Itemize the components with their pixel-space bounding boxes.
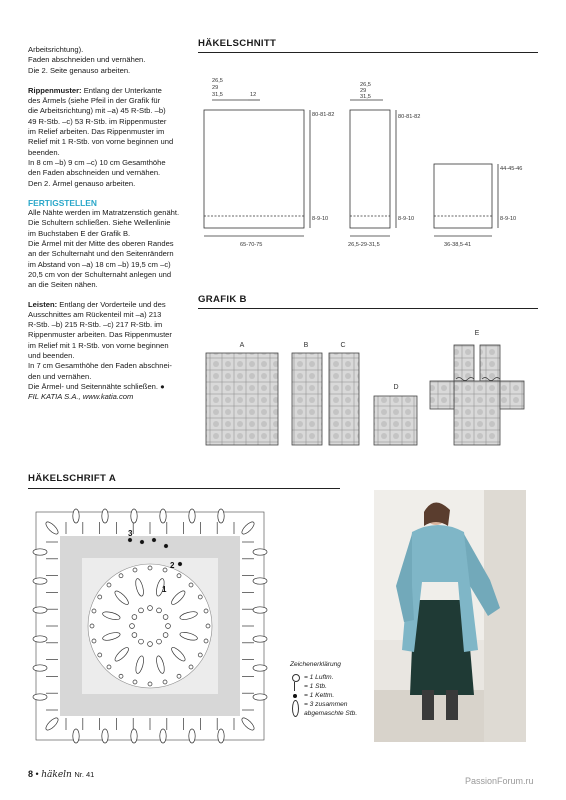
chain-stitch-symbol xyxy=(189,583,193,587)
piece-c xyxy=(329,353,359,445)
front-top-2: 29 xyxy=(360,88,367,94)
chain-stitch-symbol xyxy=(107,665,111,669)
piece-b xyxy=(292,353,322,445)
chain-stitch-symbol xyxy=(198,595,202,599)
cluster-stitch-symbol xyxy=(253,636,267,642)
chain-stitch-symbol xyxy=(92,639,96,643)
cluster-stitch-symbol xyxy=(160,509,166,523)
crochet-chart-a xyxy=(30,506,270,746)
sleeve-piece xyxy=(434,164,492,228)
leisten-label: Leisten: xyxy=(28,299,58,309)
watermark: PassionForum.ru xyxy=(465,776,534,786)
slip-stitch-symbol xyxy=(128,538,132,542)
cluster-stitch-symbol xyxy=(102,509,108,523)
chain-stitch-symbol xyxy=(163,633,168,638)
label-c: C xyxy=(340,342,346,349)
chain-stitch-symbol xyxy=(189,665,193,669)
back-top-1: 26,5 xyxy=(212,78,223,84)
slip-stitch-symbol xyxy=(164,544,168,548)
back-piece xyxy=(204,110,304,228)
slip-stitch-symbol xyxy=(140,540,144,544)
back-rib-height: 8-9-10 xyxy=(312,216,329,222)
cluster-stitch-symbol xyxy=(73,729,79,743)
chain-stitch-symbol xyxy=(148,642,153,647)
piece-e xyxy=(430,345,524,445)
haekelschnitt-diagram xyxy=(198,60,543,260)
chain-stitch-symbol xyxy=(157,608,162,613)
cluster-stitch-symbol xyxy=(189,729,195,743)
rule-haekelschnitt xyxy=(198,52,538,53)
legend-cluster: = 3 zusammen abgemaschte Stb. xyxy=(290,700,380,718)
rule-haekelschrift-a xyxy=(28,488,340,489)
grafik-b-diagram xyxy=(198,322,543,452)
cluster-stitch-symbol xyxy=(253,694,267,700)
back-width: 65-70-75 xyxy=(240,242,263,248)
chain-stitch-symbol xyxy=(133,568,137,572)
chain-stitch-symbol xyxy=(98,653,102,657)
legend-slst: = 1 Kettm. xyxy=(290,691,380,700)
rippen-label: Rippenmuster: xyxy=(28,85,82,95)
chain-stitch-symbol xyxy=(157,639,162,644)
cluster-stitch-symbol xyxy=(73,509,79,523)
label-d: D xyxy=(393,384,399,391)
rippen-paragraph: Rippenmuster: Entlang der Unterkante des Ärmels (siehe Pfeil in der Grafik für die Arbeitsrichtung) mit –a) 45 R-Stb. –b) 49 R-Stb. –c) 53 R-Stb. im Rippenmuster im Relief arbeiten. Das Rippenmuster im Relief mit 1 R-Stb. von vorne beginnen und beenden. In 8 cm –b) 9 cm –c) 10 cm Gesamthöhe den Faden abschneiden und vernähen. Den 2. Ärmel genauso arbeiten. xyxy=(28,85,174,188)
credit-line: FIL KATIA S.A., www.katia.com xyxy=(28,392,134,402)
round-number-3: 3 xyxy=(128,529,133,538)
cluster-stitch-symbol xyxy=(189,509,195,523)
chain-stitch-symbol xyxy=(132,633,137,638)
cluster-stitch-symbol xyxy=(33,694,47,700)
chain-stitch-symbol xyxy=(163,568,167,572)
label-a: A xyxy=(239,342,245,349)
front-top-1: 26,5 xyxy=(360,82,371,88)
slip-stitch-symbol xyxy=(152,538,156,542)
piece-d xyxy=(374,396,417,445)
legend-dc: = 1 Stb. xyxy=(290,682,380,691)
chain-stitch-symbol xyxy=(148,682,152,686)
chain-stitch-symbol xyxy=(92,609,96,613)
fertig-section: FERTIGSTELLEN Alle Nähte werden im Matratzenstich genäht. Die Schultern schließen. Siehe Wellenlinie im Buchstaben E der Grafik B. Die Ärmel mit der Mitte des oberen Randes an der Schulternaht und den Seitenrändern im Abstand von –a) 18 cm –b) 19,5 cm –c) 20,5 cm von der Schulternaht anlegen und an die Seiten nähen. xyxy=(28,198,188,291)
magazine-name: häkeln xyxy=(41,770,72,780)
piece-a xyxy=(206,353,278,445)
cluster-stitch-symbol xyxy=(33,578,47,584)
chain-stitch-symbol xyxy=(206,624,210,628)
rule-grafik-b xyxy=(198,308,538,309)
footer-bullet: • xyxy=(35,769,39,779)
front-piece xyxy=(350,110,390,228)
back-top-3: 31,5 xyxy=(212,92,223,98)
chain-stitch-symbol xyxy=(133,680,137,684)
front-rib-height: 8-9-10 xyxy=(398,216,415,222)
chain-stitch-symbol xyxy=(163,680,167,684)
label-b: B xyxy=(303,342,309,349)
leisten-paragraph: Leisten: Entlang der Vorderteile und des Ausschnittes am Rückenteil mit –a) 213 R-Stb. –b) 215 R-Stb. –c) 217 R-Stb. im Rippenmuster arbeiten. Das Rippenmuster im Relief mit 1 R-Stb. von vorne beginnen und beenden. In 7 cm Gesamthöhe den Faden abschnei- den und vernähen. Die Ärmel- und Seitennähte schließen. ● FIL KATIA S.A., www.katia.com xyxy=(28,300,188,403)
cluster-stitch-symbol xyxy=(131,509,137,523)
chain-stitch-symbol xyxy=(177,574,181,578)
label-e: E xyxy=(474,330,480,337)
intro-paragraph: Arbeitsrichtung). Faden abschneiden und vernähen. Die 2. Seite genauso arbeiten. xyxy=(28,45,146,75)
chain-stitch-symbol xyxy=(204,609,208,613)
chain-stitch-symbol xyxy=(132,615,137,620)
front-width: 26,5-29-31,5 xyxy=(348,242,380,248)
cluster-stitch-symbol xyxy=(218,509,224,523)
cluster-stitch-symbol xyxy=(33,549,47,555)
chain-stitch-symbol xyxy=(198,653,202,657)
chain-stitch-symbol xyxy=(139,608,144,613)
chain-stitch-symbol xyxy=(139,639,144,644)
cluster-stitch-symbol xyxy=(253,578,267,584)
cluster-stitch-symbol xyxy=(33,636,47,642)
cluster-stitch-symbol xyxy=(33,607,47,613)
cluster-stitch-symbol xyxy=(253,665,267,671)
back-top-12: 12 xyxy=(250,92,257,98)
chain-stitch-symbol xyxy=(177,674,181,678)
sleeve-rib-height: 8-9-10 xyxy=(500,216,517,222)
cluster-stitch-symbol xyxy=(253,607,267,613)
legend-title: Zeichenerklärung xyxy=(290,661,341,668)
front-top-3: 31,5 xyxy=(360,94,371,100)
heading-haekelschrift-a: HÄKELSCHRIFT A xyxy=(28,473,117,484)
chain-stitch-symbol xyxy=(98,595,102,599)
heading-haekelschnitt: HÄKELSCHNITT xyxy=(198,38,277,49)
heading-grafik-b: GRAFIK B xyxy=(198,294,247,305)
cluster-stitch-symbol xyxy=(33,665,47,671)
chain-stitch-symbol xyxy=(90,624,94,628)
dc-symbol-icon xyxy=(294,682,295,691)
chart-legend xyxy=(290,660,380,718)
cluster-stitch-symbol xyxy=(102,729,108,743)
back-top-2: 29 xyxy=(212,85,219,91)
chain-stitch-symbol xyxy=(166,624,171,629)
chain-stitch-symbol xyxy=(148,566,152,570)
fertig-heading: FERTIGSTELLEN xyxy=(28,197,97,208)
cluster-symbol-icon xyxy=(292,700,299,717)
chain-stitch-symbol xyxy=(107,583,111,587)
chain-symbol-icon xyxy=(292,674,300,682)
page-footer xyxy=(28,769,94,780)
sleeve-width: 36-38,5-41 xyxy=(444,242,472,248)
back-right-height: 80-81-82 xyxy=(312,112,335,118)
chain-stitch-symbol xyxy=(148,606,153,611)
chart-center-circle xyxy=(88,564,212,688)
chain-stitch-symbol xyxy=(163,615,168,620)
issue-number: Nr. 41 xyxy=(74,770,95,779)
model-photo xyxy=(374,490,526,742)
cluster-stitch-symbol xyxy=(160,729,166,743)
cluster-stitch-symbol xyxy=(253,549,267,555)
slip-stitch-symbol xyxy=(178,562,182,566)
round-number-2: 2 xyxy=(170,561,175,570)
slst-symbol-icon xyxy=(293,694,297,698)
cluster-stitch-symbol xyxy=(218,729,224,743)
sleeve-right-height: 44-45-46 xyxy=(500,166,523,172)
left-column-text xyxy=(28,45,188,403)
round-number-1: 1 xyxy=(162,585,167,594)
chain-stitch-symbol xyxy=(204,639,208,643)
chain-stitch-symbol xyxy=(130,624,135,629)
cluster-stitch-symbol xyxy=(131,729,137,743)
front-right-height: 80-81-82 xyxy=(398,114,421,120)
legend-chain: = 1 Luftm. xyxy=(290,673,380,682)
chain-stitch-symbol xyxy=(119,574,123,578)
page-number: 8 xyxy=(28,769,34,779)
chain-stitch-symbol xyxy=(119,674,123,678)
